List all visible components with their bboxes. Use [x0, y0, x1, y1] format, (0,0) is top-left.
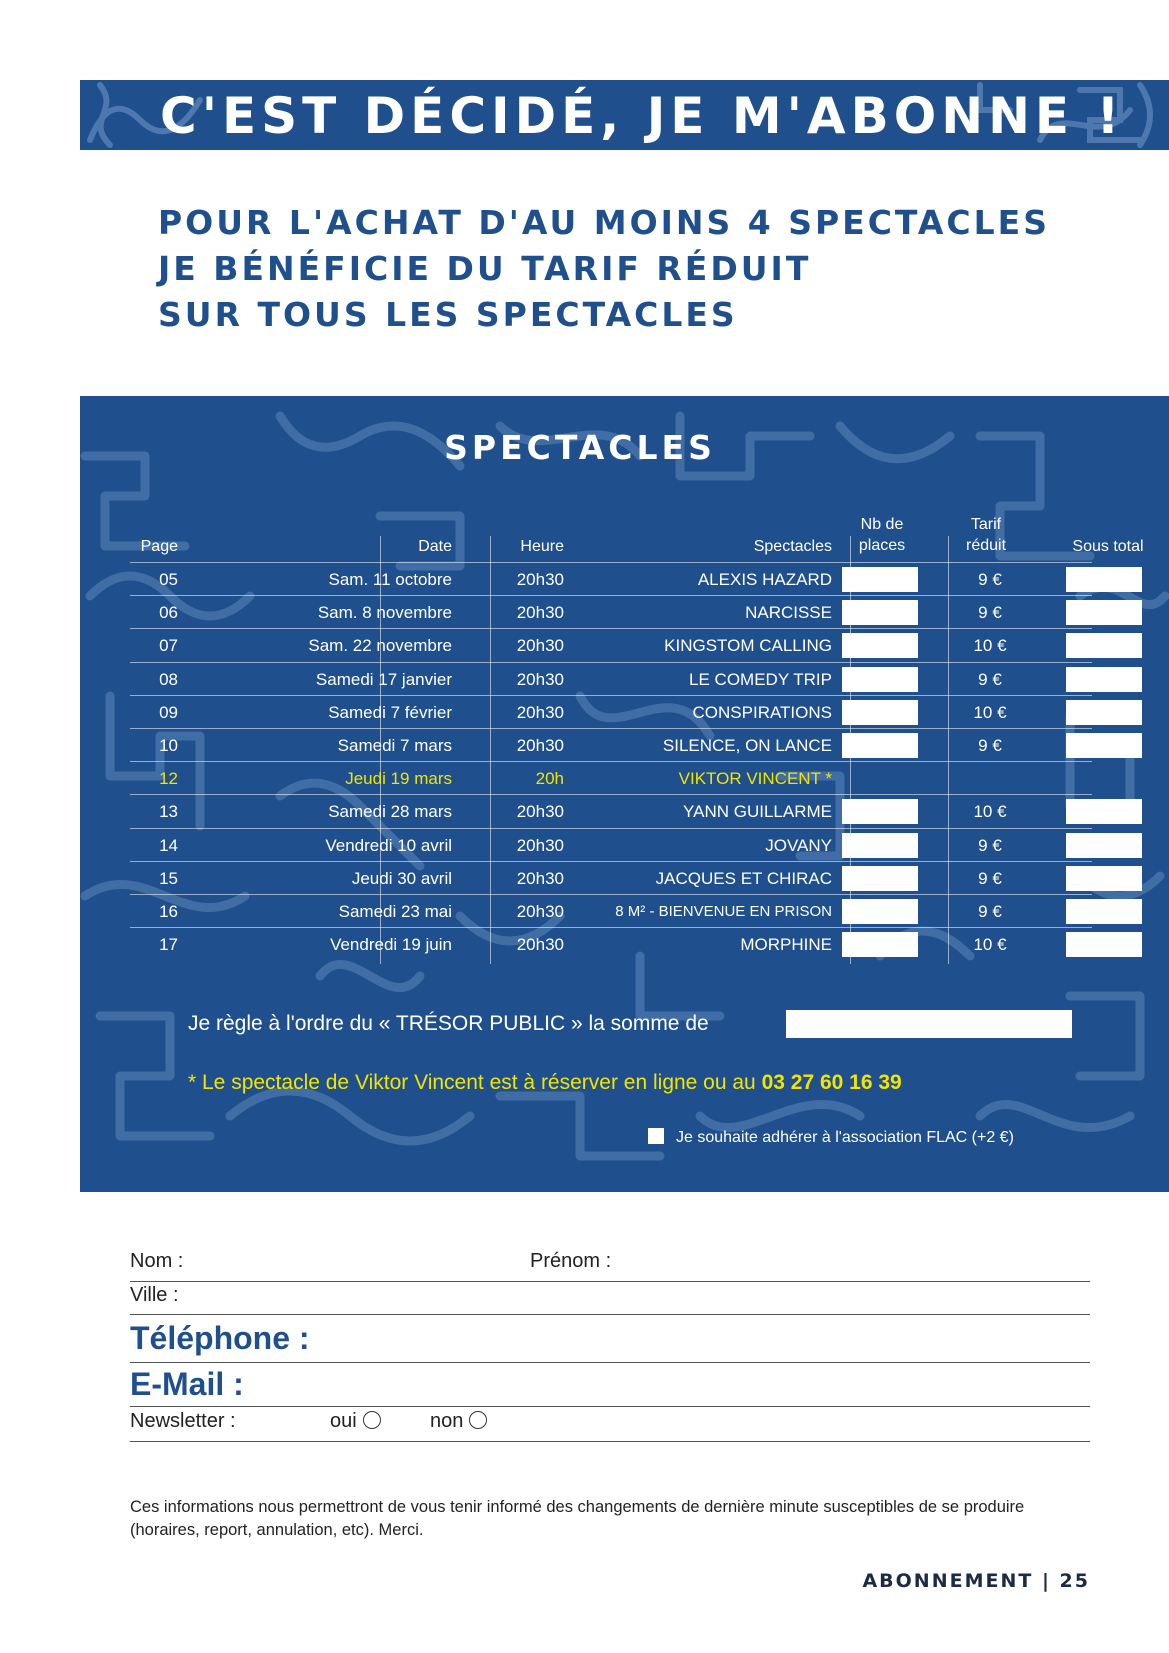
nb-places-input[interactable] — [842, 667, 918, 692]
telephone-label: Téléphone : — [130, 1320, 310, 1356]
header-tarif — [938, 514, 1034, 556]
cell-spectacle: 8 M² - BIENVENUE EN PRISON — [615, 903, 832, 920]
cell-spectacle: LE COMEDY TRIP — [689, 669, 832, 689]
payment-instruction: Je règle à l'ordre du « TRÉSOR PUBLIC » la somme de — [188, 1012, 709, 1035]
cell-tarif: 9 € — [978, 570, 1002, 589]
nom-label: Nom : — [130, 1250, 184, 1272]
cell-tarif: 10 € — [973, 702, 1007, 722]
cell-spectacle: YANN GUILLARME — [683, 802, 832, 822]
cell-heure: 20h30 — [516, 702, 564, 722]
sous-total-input[interactable] — [1066, 932, 1142, 957]
prenom-label: Prénom : — [530, 1250, 612, 1272]
cell-tarif: 10 € — [973, 935, 1007, 955]
footer-section: ABONNEMENT — [862, 1570, 1034, 1592]
column-divider — [948, 536, 949, 964]
cell-heure: 20h30 — [516, 570, 564, 589]
header-nb-line-2: places — [858, 537, 906, 554]
cell-page: 12 — [159, 769, 178, 789]
cell-tarif: 9 € — [978, 868, 1002, 888]
cell-heure: 20h30 — [516, 802, 564, 822]
cell-date: Jeudi 19 mars — [345, 769, 452, 789]
cell-date: Samedi 28 mars — [328, 802, 452, 822]
cell-page: 09 — [159, 702, 178, 722]
ville-label: Ville : — [130, 1284, 179, 1306]
newsletter-non-label: non — [430, 1410, 464, 1432]
telephone-field-line[interactable] — [130, 1362, 1090, 1363]
email-field-line[interactable] — [130, 1406, 1090, 1407]
header-tarif-line-2: réduit — [965, 537, 1007, 554]
intro-line-2: JE BÉNÉFICIE DU TARIF RÉDUIT — [158, 249, 812, 288]
newsletter-oui-label: oui — [330, 1410, 357, 1432]
title-banner — [80, 80, 1169, 150]
cell-date: Sam. 11 octobre — [328, 570, 452, 589]
intro-line-3: SUR TOUS LES SPECTACLES — [158, 295, 738, 334]
header-sous-total: Sous total — [1072, 538, 1144, 555]
cell-tarif: 9 € — [978, 669, 1002, 689]
intro-line-1: POUR L'ACHAT D'AU MOINS 4 SPECTACLES — [158, 203, 1050, 242]
newsletter-non-radio[interactable] — [469, 1411, 487, 1429]
payment-amount-field[interactable] — [786, 1010, 1072, 1038]
header-tarif-line-1: Tarif — [970, 516, 1002, 533]
newsletter-line — [130, 1441, 1090, 1442]
cell-spectacle: NARCISSE — [745, 603, 832, 623]
nb-places-input[interactable] — [842, 700, 918, 725]
newsletter-oui-radio[interactable] — [363, 1411, 381, 1429]
nb-places-input[interactable] — [842, 567, 918, 592]
cell-tarif: 9 € — [978, 736, 1002, 755]
cell-heure: 20h30 — [516, 603, 564, 623]
sous-total-input[interactable] — [1066, 733, 1142, 758]
cell-date: Jeudi 30 avril — [351, 868, 452, 888]
sous-total-input[interactable] — [1066, 633, 1142, 658]
cell-tarif: 10 € — [973, 636, 1007, 656]
nb-places-input[interactable] — [842, 932, 918, 957]
nb-places-input[interactable] — [842, 733, 918, 758]
cell-date: Samedi 7 mars — [337, 736, 452, 755]
note-text: * Le spectacle de Viktor Vincent est à réserver en ligne ou au — [188, 1071, 762, 1094]
cell-page: 13 — [159, 802, 178, 822]
cell-spectacle: JOVANY — [765, 835, 832, 855]
header-date: Date — [418, 538, 452, 555]
cell-heure: 20h — [535, 769, 564, 789]
page-footer — [862, 1570, 1090, 1592]
sous-total-input[interactable] — [1066, 700, 1142, 725]
sous-total-input[interactable] — [1066, 799, 1142, 824]
newsletter-non[interactable] — [430, 1410, 487, 1433]
sous-total-input[interactable] — [1066, 667, 1142, 692]
cell-tarif: 9 € — [978, 902, 1002, 921]
email-label: E-Mail : — [130, 1366, 244, 1402]
nb-places-input[interactable] — [842, 899, 918, 924]
adhere-checkbox[interactable] — [648, 1128, 664, 1144]
cell-page: 05 — [159, 570, 178, 589]
newsletter-oui[interactable] — [330, 1410, 381, 1433]
cell-page: 08 — [159, 669, 178, 689]
cell-tarif: 9 € — [978, 835, 1002, 855]
cell-tarif: 10 € — [973, 802, 1007, 822]
cell-heure: 20h30 — [516, 935, 564, 955]
header-page: Page — [140, 538, 178, 555]
nb-places-input[interactable] — [842, 600, 918, 625]
ville-field-line[interactable] — [130, 1314, 1090, 1315]
order-panel — [80, 396, 1169, 1192]
cell-date: Samedi 23 mai — [338, 902, 452, 921]
cell-spectacle: KINGSTOM CALLING — [664, 636, 832, 656]
cell-spectacle: MORPHINE — [740, 935, 832, 955]
cell-spectacle: SILENCE, ON LANCE — [662, 736, 832, 755]
cell-spectacle: CONSPIRATIONS — [692, 702, 832, 722]
nb-places-input[interactable] — [842, 799, 918, 824]
cell-spectacle: VIKTOR VINCENT * — [678, 769, 832, 789]
cell-heure: 20h30 — [516, 868, 564, 888]
newsletter-label: Newsletter : — [130, 1410, 236, 1432]
header-heure: Heure — [520, 538, 564, 555]
nb-places-input[interactable] — [842, 633, 918, 658]
cell-date: Sam. 8 novembre — [317, 603, 452, 623]
sous-total-input[interactable] — [1066, 567, 1142, 592]
note-phone: 03 27 60 16 39 — [761, 1071, 902, 1094]
table-title: SPECTACLES — [444, 428, 716, 467]
intro-text — [158, 200, 1050, 338]
sous-total-input[interactable] — [1066, 899, 1142, 924]
sous-total-input[interactable] — [1066, 833, 1142, 858]
cell-spectacle: JACQUES ET CHIRAC — [655, 868, 832, 888]
cell-spectacle: ALEXIS HAZARD — [697, 570, 832, 589]
cell-heure: 20h30 — [516, 902, 564, 921]
header-nb-line-1: Nb de — [860, 516, 904, 533]
cell-page: 07 — [159, 636, 178, 656]
privacy-info: Ces informations nous permettront de vous tenir informé des changements de dernière minute susceptibles de se produire (horaires, report, annulation, etc). Merci. — [130, 1498, 1025, 1539]
cell-heure: 20h30 — [516, 669, 564, 689]
cell-page: 10 — [159, 736, 178, 755]
cell-date: Sam. 22 novembre — [308, 636, 452, 656]
footer-separator: | — [1041, 1570, 1051, 1592]
cell-date: Vendredi 10 avril — [325, 835, 452, 855]
cell-date: Vendredi 19 juin — [330, 935, 452, 955]
adhere-option[interactable] — [648, 1128, 1014, 1147]
cell-page: 17 — [159, 935, 178, 955]
cell-heure: 20h30 — [516, 835, 564, 855]
cell-page: 15 — [159, 868, 178, 888]
page-title: C'EST DÉCIDÉ, JE M'ABONNE ! — [160, 87, 1125, 145]
nom-field-line[interactable] — [130, 1281, 1090, 1282]
footer-page-number: 25 — [1059, 1570, 1090, 1592]
cell-page: 06 — [159, 603, 178, 623]
viktor-vincent-note — [188, 1071, 902, 1095]
sous-total-input[interactable] — [1066, 866, 1142, 891]
header-nb-places — [840, 514, 924, 556]
cell-date: Samedi 17 janvier — [315, 669, 452, 689]
cell-date: Samedi 7 février — [328, 702, 452, 722]
nb-places-input[interactable] — [842, 866, 918, 891]
adhere-label: Je souhaite adhérer à l'association FLAC (+2 €) — [676, 1129, 1014, 1146]
cell-heure: 20h30 — [516, 736, 564, 755]
nb-places-input[interactable] — [842, 833, 918, 858]
cell-page: 14 — [159, 835, 178, 855]
cell-heure: 20h30 — [516, 636, 564, 656]
header-spectacles: Spectacles — [753, 538, 832, 555]
cell-page: 16 — [159, 902, 178, 921]
cell-tarif: 9 € — [978, 603, 1002, 623]
sous-total-input[interactable] — [1066, 600, 1142, 625]
